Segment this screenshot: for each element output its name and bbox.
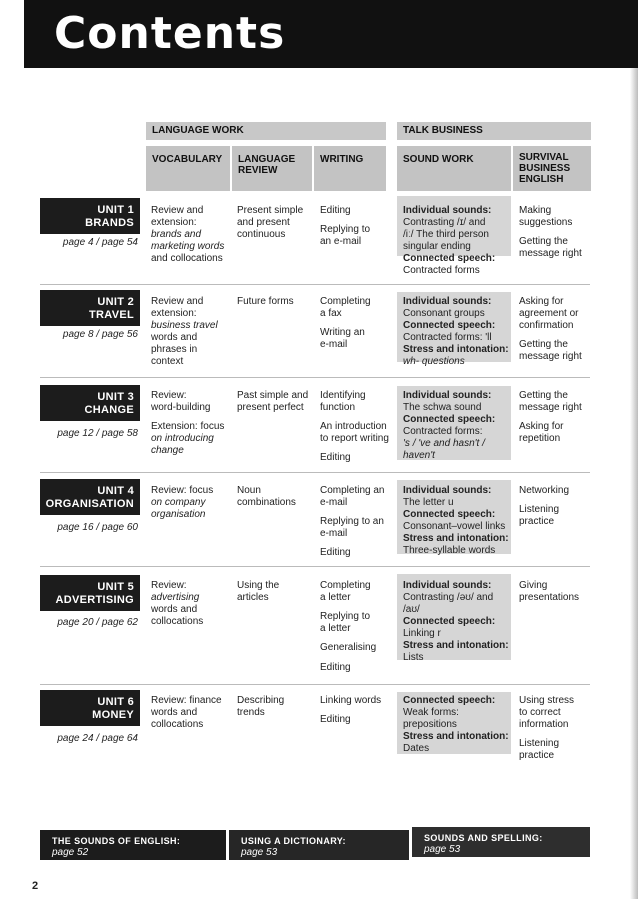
u1-vocab-line: extension: (151, 217, 197, 228)
u6-sound-line: Connected speech: (403, 695, 496, 706)
u2-writing-line: Completing (320, 296, 371, 307)
unit-2-language-review (237, 296, 313, 308)
u4-sound-line: Three-syllable words (403, 545, 496, 556)
footer-sounds-and-spelling (412, 827, 590, 857)
u4-writing-line: Editing (320, 547, 351, 558)
u6-vocab-line: words and (151, 707, 198, 718)
u1-sound-line: Contracted forms (403, 265, 480, 276)
u3-sound-line: Connected speech: (403, 414, 496, 425)
u5-sound-line: Individual sounds: (403, 580, 492, 591)
unit-4-language-review (237, 485, 313, 509)
unit-5-sound-work (403, 580, 511, 664)
u6-vocab-line (151, 695, 233, 707)
col-writing-label: WRITING (320, 154, 364, 165)
unit-1-writing (320, 205, 392, 248)
row-divider (40, 684, 590, 685)
u3-writing-line: An introduction (320, 421, 387, 432)
unit-4-pages: page 16 / page 60 (57, 522, 138, 533)
u5-writing-line: Completing (320, 580, 371, 591)
page-edge-shadow (630, 68, 638, 899)
u5-survival-line: Giving (519, 580, 548, 591)
unit-3-label (40, 385, 140, 421)
u4-review-line: combinations (237, 497, 296, 508)
u1-sound-line: Contrasting /ɪ/ and (403, 217, 486, 228)
u4-sound-line: The letter u (403, 497, 454, 508)
u1-review-line: and present (237, 217, 290, 228)
u6-survival-line: to correct (519, 707, 561, 718)
u4-review-line: Noun (237, 485, 261, 496)
u6-vocab-text: Review: finance (151, 695, 222, 706)
u2-sound-line: Consonant groups (403, 308, 485, 319)
u5-review-line: Using the (237, 580, 280, 591)
unit-5-name: ADVERTISING (55, 594, 134, 606)
u3-survival-line: Asking for (519, 421, 564, 432)
u4-writing-line: Replying to an (320, 516, 384, 527)
col-language-review-line2: REVIEW (238, 165, 278, 176)
u2-writing-line: e-mail (320, 339, 348, 350)
u1-survival-line: message right (519, 248, 582, 259)
u2-survival-line: agreement or (519, 308, 579, 319)
u4-survival-line: Listening (519, 504, 560, 515)
row-divider (40, 284, 590, 285)
footer-page: page 53 (424, 844, 461, 855)
u2-review-line: Future forms (237, 296, 294, 307)
u1-writing-line: Replying to (320, 224, 371, 235)
unit-5-number: UNIT 5 (97, 581, 134, 593)
u6-vocab-line: collocations (151, 719, 204, 730)
unit-4-number: UNIT 4 (97, 485, 134, 497)
u3-sound-line: haven't (403, 450, 435, 461)
unit-4-label (40, 479, 140, 515)
u2-vocab-line: business travel (151, 320, 218, 331)
u6-review-line: Describing (237, 695, 285, 706)
u4-sound-line: Connected speech: (403, 509, 496, 520)
u5-vocab-line: collocations (151, 616, 204, 627)
u2-vocab-line: context (151, 356, 184, 367)
unit-6-name: MONEY (92, 709, 134, 721)
col-language-review-line1: LANGUAGE (238, 154, 296, 165)
u1-writing-line: an e-mail (320, 236, 362, 247)
unit-3-pages: page 12 / page 58 (57, 428, 138, 439)
u1-writing-line: Editing (320, 205, 351, 216)
u3-survival-line: message right (519, 402, 582, 413)
unit-2-survival (519, 296, 591, 363)
u6-writing-line: Editing (320, 714, 351, 725)
u6-survival-line: practice (519, 750, 555, 761)
u5-sound-line: Connected speech: (403, 616, 496, 627)
u4-vocab-line: on company (151, 497, 206, 508)
u1-sound-line: Connected speech: (403, 253, 496, 264)
u1-vocab-line: Review and (151, 205, 204, 216)
u2-survival-line: Asking for (519, 296, 564, 307)
unit-6-pages: page 24 / page 64 (57, 733, 138, 744)
col-survival-line1: SURVIVAL (519, 152, 569, 163)
unit-1-vocabulary (151, 205, 233, 265)
col-sound-work-label: SOUND WORK (403, 154, 474, 165)
u3-writing-line: function (320, 402, 356, 413)
unit-5-label (40, 575, 140, 611)
u5-review-line: articles (237, 592, 269, 603)
u2-sound-line: Contracted forms: 'll (403, 332, 492, 343)
unit-5-writing (320, 580, 392, 674)
u5-vocab-line: Review: (151, 580, 187, 591)
u5-writing-line: a letter (320, 592, 351, 603)
page-title: Contents (54, 8, 286, 59)
unit-1-label (40, 198, 140, 234)
unit-2-writing (320, 296, 392, 351)
col-survival (513, 146, 591, 191)
row-divider (40, 566, 590, 567)
u3-vocab-line: change (151, 445, 184, 456)
unit-4-name: ORGANISATION (45, 498, 134, 510)
u6-sound-line: Weak forms: (403, 707, 459, 718)
unit-3-language-review (237, 390, 313, 414)
u4-survival-line: Networking (519, 485, 570, 496)
unit-1-sound-work (403, 205, 511, 277)
unit-5-vocabulary (151, 580, 233, 628)
u1-survival-line: Getting the (519, 236, 568, 247)
language-work-band (146, 122, 386, 140)
unit-5-language-review (237, 580, 313, 604)
footer-sounds-of-english (40, 830, 226, 860)
unit-6-number: UNIT 6 (97, 696, 134, 708)
u4-sound-line: Stress and intonation: (403, 533, 509, 544)
u1-sound-line: singular ending (403, 241, 471, 252)
u2-vocab-line: extension: (151, 308, 197, 319)
unit-2-name: TRAVEL (89, 309, 134, 321)
unit-4-survival (519, 485, 591, 528)
u2-survival-line: Getting the (519, 339, 568, 350)
u3-writing-line: to report writing (320, 433, 389, 444)
u2-vocab-line: words and (151, 332, 198, 343)
u3-vocab-line: Extension: focus (151, 421, 225, 432)
u2-writing-line: a fax (320, 308, 342, 319)
u5-sound-line: /aʊ/ (403, 604, 420, 615)
u4-vocab-line: Review: focus (151, 485, 214, 496)
unit-4-writing (320, 485, 392, 559)
unit-1-number: UNIT 1 (97, 204, 134, 216)
u1-review-line: Present simple (237, 205, 304, 216)
u3-sound-line: Contracted forms: (403, 426, 483, 437)
u5-sound-line: Contrasting /əʊ/ and (403, 592, 494, 603)
footer-label: THE SOUNDS OF ENGLISH: (52, 836, 181, 846)
footer-label: SOUNDS AND SPELLING: (424, 833, 543, 843)
unit-1-name: BRANDS (85, 217, 134, 229)
footer-page: page 52 (52, 847, 89, 858)
u2-writing-line: Writing an (320, 327, 365, 338)
unit-5-pages: page 20 / page 62 (57, 617, 138, 628)
u3-vocab-line: Review: (151, 390, 187, 401)
u6-survival-line: Using stress (519, 695, 575, 706)
language-work-label: LANGUAGE WORK (152, 125, 244, 136)
u4-vocab-line: organisation (151, 509, 206, 520)
unit-1-pages: page 4 / page 54 (62, 237, 138, 248)
col-language-review (232, 146, 312, 191)
unit-6-sound-work (403, 695, 511, 755)
u4-writing-line: Completing an (320, 485, 385, 496)
u4-sound-line: Individual sounds: (403, 485, 492, 496)
title-bar (24, 0, 638, 68)
u5-sound-line: Linking r (403, 628, 441, 639)
u3-review-line: present perfect (237, 402, 304, 413)
u5-sound-line: Lists (403, 652, 424, 663)
col-survival-line3: ENGLISH (519, 174, 564, 185)
u4-writing-line: e-mail (320, 497, 348, 508)
unit-2-sound-work (403, 296, 511, 368)
unit-2-pages: page 8 / page 56 (62, 329, 138, 340)
u3-writing-line: Editing (320, 452, 351, 463)
unit-6-vocabulary (151, 695, 233, 731)
u1-survival-line: Making (519, 205, 552, 216)
unit-3-vocabulary (151, 390, 233, 457)
unit-6-writing (320, 695, 392, 726)
col-vocabulary-label: VOCABULARY (152, 154, 223, 165)
u4-writing-line: e-mail (320, 528, 348, 539)
u3-writing-line: Identifying (320, 390, 366, 401)
u5-writing-line: Editing (320, 662, 351, 673)
unit-2-vocabulary (151, 296, 233, 368)
u6-writing-line: Linking words (320, 695, 382, 706)
u6-survival-line: Listening (519, 738, 560, 749)
u1-vocab-line: and collocations (151, 253, 223, 264)
u6-sound-line: Dates (403, 743, 430, 754)
u1-survival-line: suggestions (519, 217, 573, 228)
page-number: 2 (32, 880, 39, 892)
u2-sound-line: wh- questions (403, 356, 465, 367)
u2-sound-line: Connected speech: (403, 320, 496, 331)
unit-1-language-review (237, 205, 313, 241)
talk-business-band (397, 122, 591, 140)
col-vocabulary (146, 146, 230, 191)
col-writing (314, 146, 386, 191)
talk-business-label: TALK BUSINESS (403, 125, 483, 136)
u1-review-line: continuous (237, 229, 286, 240)
unit-3-writing (320, 390, 392, 464)
row-divider (40, 472, 590, 473)
u2-survival-line: message right (519, 351, 582, 362)
u1-vocab-line: marketing words (151, 241, 225, 252)
u3-review-line: Past simple and (237, 390, 309, 401)
u6-sound-line: Stress and intonation: (403, 731, 509, 742)
u4-survival-line: practice (519, 516, 555, 527)
u3-survival-line: repetition (519, 433, 561, 444)
footer-using-a-dictionary (229, 830, 409, 860)
unit-3-number: UNIT 3 (97, 391, 134, 403)
footer-label: USING A DICTIONARY: (241, 836, 346, 846)
u4-sound-line: Consonant–vowel links (403, 521, 506, 532)
u3-survival-line: Getting the (519, 390, 568, 401)
u5-writing-line: Replying to (320, 611, 371, 622)
u5-writing-line: a letter (320, 623, 351, 634)
unit-3-survival (519, 390, 591, 445)
u2-vocab-line: Review and (151, 296, 204, 307)
unit-1-survival (519, 205, 591, 260)
u3-vocab-line: word-building (151, 402, 211, 413)
u1-vocab-line: brands and (151, 229, 202, 240)
u1-sound-line: /iː/ The third person (403, 229, 489, 240)
u6-sound-line: prepositions (403, 719, 457, 730)
u3-sound-line: 's / 've and hasn't / (403, 438, 485, 449)
unit-3-sound-work (403, 390, 511, 462)
row-divider (40, 377, 590, 378)
unit-2-number: UNIT 2 (97, 296, 134, 308)
u5-sound-line: Stress and intonation: (403, 640, 509, 651)
unit-3-name: CHANGE (84, 404, 134, 416)
u2-survival-line: confirmation (519, 320, 574, 331)
u2-sound-line: Individual sounds: (403, 296, 492, 307)
u3-vocab-line: on introducing (151, 433, 214, 444)
col-survival-line2: BUSINESS (519, 163, 571, 174)
unit-2-label (40, 290, 140, 326)
unit-6-language-review (237, 695, 313, 719)
u1-sound-line: Individual sounds: (403, 205, 492, 216)
unit-6-survival (519, 695, 591, 762)
unit-4-vocabulary (151, 485, 233, 521)
unit-5-survival (519, 580, 591, 604)
u2-vocab-line: phrases in (151, 344, 198, 355)
col-sound-work (397, 146, 511, 191)
u3-sound-line: Individual sounds: (403, 390, 492, 401)
u2-sound-line: Stress and intonation: (403, 344, 509, 355)
u6-review-line: trends (237, 707, 265, 718)
u5-vocab-line: advertising (151, 592, 200, 603)
u3-sound-line: The schwa sound (403, 402, 482, 413)
unit-4-sound-work (403, 485, 511, 557)
footer-page: page 53 (241, 847, 278, 858)
u6-survival-line: information (519, 719, 569, 730)
unit-6-label (40, 690, 140, 726)
u5-writing-line: Generalising (320, 642, 377, 653)
u5-survival-line: presentations (519, 592, 580, 603)
u5-vocab-line: words and (151, 604, 198, 615)
